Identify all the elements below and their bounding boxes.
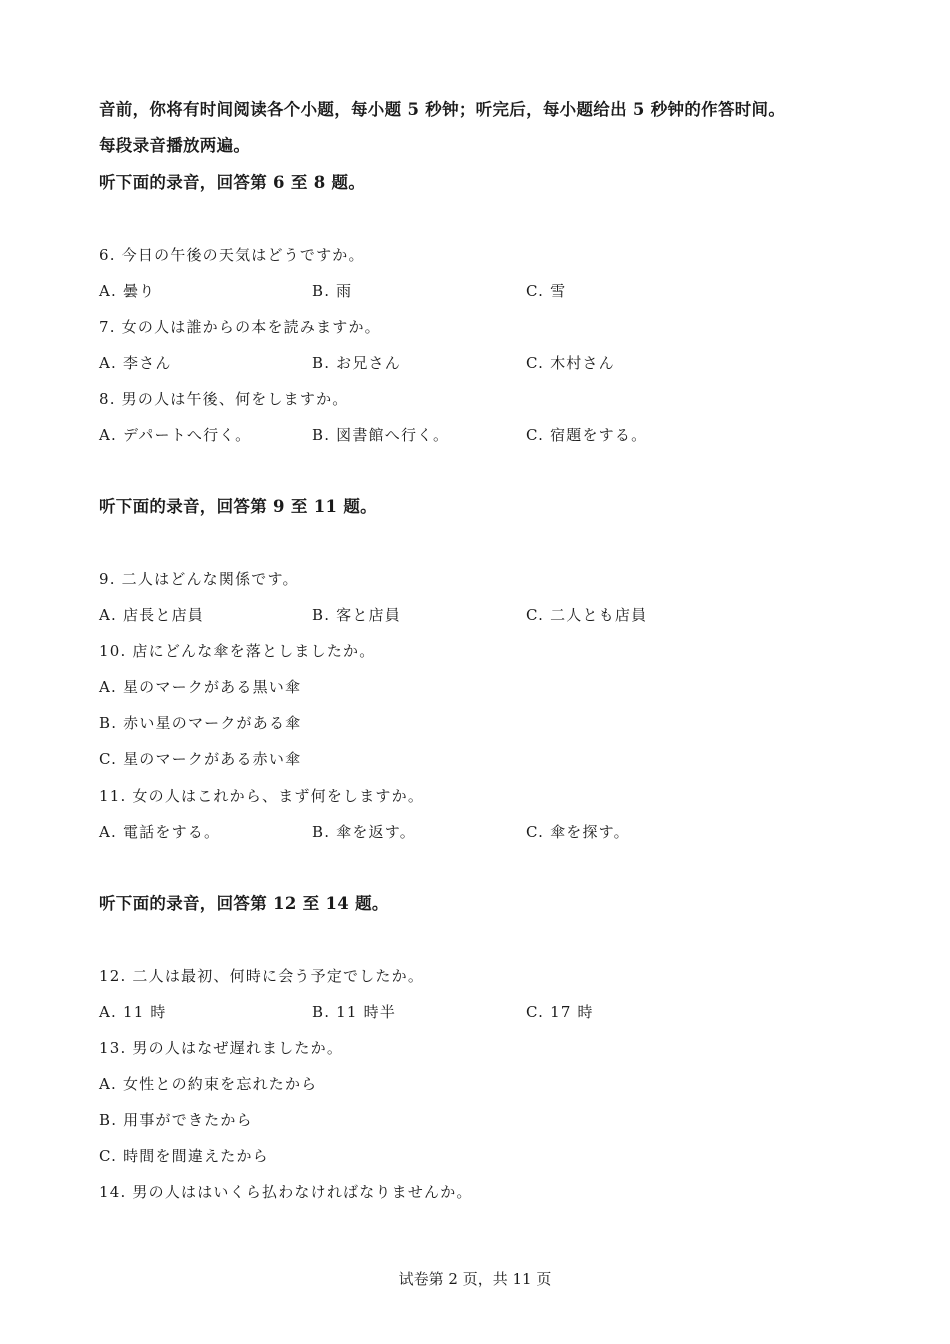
q7-option-b: B. お兄さん bbox=[312, 354, 401, 372]
q11-option-a: A. 電話をする。 bbox=[99, 823, 221, 841]
question-10: 10. 店にどんな傘を落としましたか。 bbox=[99, 642, 376, 660]
q10-option-c: C. 星のマークがある赤い傘 bbox=[99, 750, 302, 768]
q8-option-a: A. デパートへ行く。 bbox=[99, 426, 252, 444]
q13-option-b: B. 用事ができたから bbox=[99, 1111, 253, 1129]
q6-option-a: A. 曇り bbox=[99, 282, 156, 300]
q13-option-c: C. 時間を間違えたから bbox=[99, 1147, 269, 1165]
q8-option-c: C. 宿題をする。 bbox=[526, 426, 648, 444]
question-11: 11. 女の人はこれから、まず何をしますか。 bbox=[99, 787, 425, 805]
q11-option-b: B. 傘を返す。 bbox=[312, 823, 416, 841]
q10-option-b: B. 赤い星のマークがある傘 bbox=[99, 714, 302, 732]
section-heading-3: 听下面的录音，回答第 12 至 14 题。 bbox=[99, 894, 389, 913]
q12-option-a: A. 11 時 bbox=[99, 1003, 167, 1021]
question-8: 8. 男の人は午後、何をしますか。 bbox=[99, 390, 349, 408]
question-9: 9. 二人はどんな関係です。 bbox=[99, 570, 299, 588]
q10-option-a: A. 星のマークがある黒い傘 bbox=[99, 678, 302, 696]
q6-option-b: B. 雨 bbox=[312, 282, 353, 300]
question-14: 14. 男の人ははいくら払わなければなりませんか。 bbox=[99, 1183, 473, 1201]
q9-option-b: B. 客と店員 bbox=[312, 606, 401, 624]
q9-option-a: A. 店長と店員 bbox=[99, 606, 204, 624]
q7-option-a: A. 李さん bbox=[99, 354, 172, 372]
q12-option-b: B. 11 時半 bbox=[312, 1003, 397, 1021]
q11-option-c: C. 傘を探す。 bbox=[526, 823, 630, 841]
page-footer: 试卷第 2 页，共 11 页 bbox=[398, 1270, 552, 1288]
question-13: 13. 男の人はなぜ遅れましたか。 bbox=[99, 1039, 344, 1057]
instruction-line-2: 每段录音播放两遍。 bbox=[99, 136, 251, 155]
section-heading-2: 听下面的录音，回答第 9 至 11 题。 bbox=[99, 497, 377, 516]
q7-option-c: C. 木村さん bbox=[526, 354, 615, 372]
question-6: 6. 今日の午後の天気はどうですか。 bbox=[99, 246, 365, 264]
q8-option-b: B. 図書館へ行く。 bbox=[312, 426, 450, 444]
q12-option-c: C. 17 時 bbox=[526, 1003, 594, 1021]
question-7: 7. 女の人は誰からの本を読みますか。 bbox=[99, 318, 381, 336]
q13-option-a: A. 女性との約束を忘れたから bbox=[99, 1075, 318, 1093]
q6-option-c: C. 雪 bbox=[526, 282, 567, 300]
instruction-line-1: 音前，你将有时间阅读各个小题，每小题 5 秒钟；听完后，每小题给出 5 秒钟的作答时间。 bbox=[99, 100, 786, 119]
section-heading-1: 听下面的录音，回答第 6 至 8 题。 bbox=[99, 173, 366, 192]
question-12: 12. 二人は最初、何時に会う予定でしたか。 bbox=[99, 967, 425, 985]
q9-option-c: C. 二人とも店員 bbox=[526, 606, 648, 624]
